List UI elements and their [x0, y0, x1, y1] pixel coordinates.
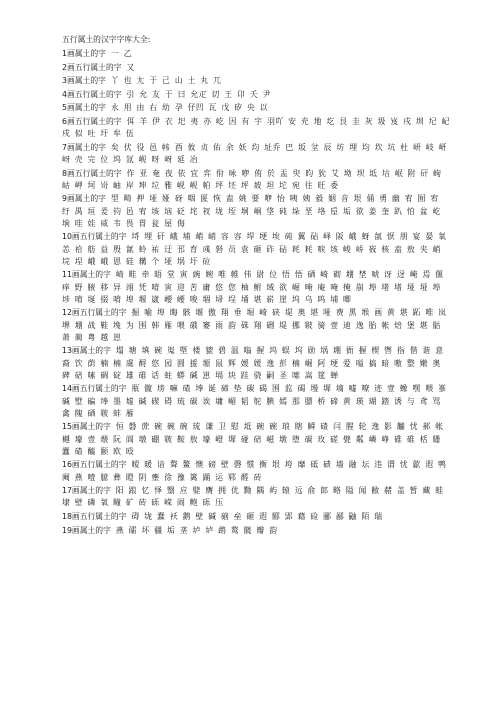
character-list: 丫 也 尢 于 己 山 土 丸 兀 [110, 76, 222, 86]
stroke-entry [62, 116, 450, 140]
character-list: 永 用 由 右 幼 孕 仔凹 瓦 戊 矽 央 以 [110, 103, 269, 113]
stroke-count-label: 10画五行属土的字 [62, 232, 127, 242]
character-list: 暧 暖 谙 聱 鳌 懊 磅 壁 磬 惯 衡 垠 垮 靡 砥 碛 墙 融 坛 违 谓 忧 歙 遐 鸭 阉 燕 噎 臆 彝 瞪 阴 壅 徐 豫 篱 踊 运 郓 醛 砖 [62, 460, 447, 482]
character-list: 塌 塘 填 碗 嵬 塈 楼 貔 碧 温 嗡 握 坞 蜈 坞 勋 埚 堋 衙 握 楔 辔 指 偕 谐 意 裔 饮 荫 楠 楠 虞 酹 悠 园 圆 援 塬 鼠 辉 媛 媛 逸 彭 楠 崛 阿 埂 爱 嗌 搞 暗 嗷 整 嫩 奥 碑 碚 嗉 碉 碇 雄 碓 话 蛀 蟒 碱 崽 塥 块 跬 骁 嗣 圣 嗦 嵩 筵 蝉 [62, 346, 444, 380]
stroke-entry [62, 525, 450, 537]
stroke-entry [62, 168, 450, 192]
stroke-entry [62, 142, 450, 166]
entry-list [62, 48, 450, 537]
stroke-entry [62, 511, 450, 523]
character-list: 型 畸 押 垭 娅 砑 咽 匽 恢 盍 姚 要 咿 怡 咦 姨 毅 姻 音 垠 俑 勇 幽 宥 囿 宥 纡 禺 垣 爰 钧 邑 宥 垓 垴 砭 垞 衩 垅 垤 垌 峒 垡 砘 垛 垩 垎 垕 垢 欲 姜 奎 趴 怕 盆 屹 垧 哇 娃 威 韦 畏 胃 瓮 屋 侮 [62, 194, 441, 228]
stroke-count-label: 4画五行属土的字 [62, 89, 122, 99]
stroke-count-label: 14画五行属土的字 [62, 384, 127, 394]
stroke-entry [62, 75, 450, 87]
character-list: 矣 伏 役 邑 帏 酉 攸 贞 佑 余 妖 均 址乔 巴 坂 坌 辰 坊 埋 均 坎 坑 杜 岍 岐 岍 岈 壳 完 位 坞 氙 岘 呀 岈 延 冶 [62, 142, 447, 164]
stroke-count-label: 7画属土的字 [62, 142, 106, 152]
character-list: 作 亚 奄 夜 依 宜 弈 佾 咏 咿 侑 於 盂 臾 昀 狁 艾 坳 坝 坻 坫 岷 附 矸 岣 岵 岬 坷 岢 岫 岸 坤 垃 雅 岘 岘 帕 坪 坯 坪 坡 坦 坨 宛 往 旺 委 [62, 168, 442, 190]
stroke-count-label: 1画属土的字 [62, 49, 106, 58]
stroke-entry [62, 459, 450, 483]
stroke-entry [62, 307, 450, 344]
stroke-entry [62, 269, 450, 306]
stroke-count-label: 5画属土的字 [62, 103, 106, 113]
stroke-entry [62, 48, 450, 60]
character-list: 瓶 髋 塝 嘛 碴 埲 诞 碲 垫 碳 碣 围 监 碣 墁 墀 墒 嘘 嘹 迹 壹 蟓 嘿 喂 嵾 碱 墅 碥 埲 墨 墟 碱 碶 碍 琉 碳 诶 墉 嵋 韬 鸵 腆 嫣 那 膘 桥 碲 黄 瑛 瑚 踏 诱 与 鸢 骂 禽 隗 硒 皲 蚌 雁 [62, 384, 447, 418]
stroke-count-label: 6画五行属土的字 [62, 116, 122, 126]
character-list: 又 [126, 62, 135, 72]
stroke-count-label: 9画属土的字 [62, 194, 106, 204]
character-list: 一 乙 [110, 49, 133, 58]
stroke-count-label: 17画属土的字 [62, 486, 111, 496]
character-list: 引 允 友 于 曰 允疋 切 王 卬 夭 尹 [126, 89, 271, 99]
stroke-count-label: 18画五行属土的字 [62, 511, 127, 521]
stroke-count-label: 15画属土的字 [62, 422, 111, 432]
document-title: 五行属土的汉字字库大全: [62, 35, 151, 44]
character-list: 掘 喻 埠 晦 骸 堰 傲 翔 垂 堀 崎 硖 堤 奥 堪 哑 费 黑 堠 画 黄 堪 跖 唯 岚 堺 堋 战 鞋 堍 为 围 韩 雁 喂 硪 窭 雨 韵 硃 翔 硎 堤 挪 皲 骑 壹 迪 逸 胎 帐 焙 堡 堪 骷 萧 蔺 粤 越 崽 [62, 308, 447, 342]
stroke-count-label: 3画属土的字 [62, 76, 106, 86]
character-list: 佴 羊 伊 衣 圯 夷 亦 屹 因 有 宇 羽吖 安 充 地 圪 艮 圭 灰 圾 岌 戌 圳 圮 屺 戍 似 吐 圩 牟 伍 [62, 116, 450, 139]
character-list: 碍 垅 蠢 袄 鹅 壁 碱 硇 垒 砸 遐 郾 郢 藉 硷 郦 鄙 鼬 陌 瑞 [131, 511, 383, 521]
stroke-entry [62, 193, 450, 230]
stroke-entry [62, 89, 450, 101]
character-list: 阳 踉 忆 怿 翳 应 嬖 膺 拥 优 黝 隅 屿 辕 远 俞 郎 略 隘 闻 敝 赭 盖 暂 藏 蛙 埭 壁 磷 氧 疃 矿 砖 砾 嵘 闹 鲍 砾 压 [62, 486, 444, 508]
stroke-entry [62, 102, 450, 114]
stroke-count-label: 8画五行属土的字 [62, 168, 122, 178]
character-list: 燕 礌 坏 疆 垢 垄 垆 垆 鹉 鹜 髋 瓣 韵 [115, 525, 278, 535]
character-list: 崎 畦 牵 晤 堂 寅 豌 婉 唯 帷 伟 尉 位 悟 悟 硒 崎 砌 堋 埜 唬 讶 迓 崦 焉 偃 痒 野 腋 移 异 翊 凭 唷 寅 迎 苦 庸 悠 您 柚 鲋 域 欲 崛 唵 庵 唵 掩 崩 埠 堵 堵 垭 垭 埠 埗 唷 埏 掇 唷 埠 堰 崴 崾 崾 唆 堌 埽 埕 埇 堪 崭 崖 坞 乌 呜 埔 唧 [62, 270, 444, 304]
stroke-count-label: 19画属土的字 [62, 525, 111, 535]
stroke-entry [62, 62, 450, 74]
stroke-entry [62, 345, 450, 382]
stroke-count-label: 16画五行属土的字 [62, 460, 127, 470]
stroke-entry [62, 485, 450, 509]
character-list: 埒 埋 矸 峨 埔 峭 峭 容 容 垾 埂 埃 砘 翼 砧 峄 阪 峨 蚜 氤 恹 朋 宴 晏 氧 恙 祫 舫 益 殷 氤 蛉 祐 迂 邘 育 彧 砮 员 袁 砸 砟 砧 耗 耗 唳 垓 峻 峤 峳 核 盍 敖 夹 峭 垸 埕 峨 峨 恩 硅 耩 个 垭 埚 圩 砬 [62, 232, 447, 266]
character-list: 恒 磐 蔗 碗 碗 碗 琉 谦 卫 慰 坻 碗 碗 琅 瞎 瞬 碴 闫 腥 轮 逸 影 黼 忧 郝 帐 樾 壕 壹 煨 阮 阊 墩 硼 皲 鞍 敖 壕 嶝 墀 碰 碚 嵫 墩 堕 碳 玫 磋 甓 粼 嶙 峥 碓 碓 栝 皤 蠹 碴 醯 颐 欧 殴 [62, 422, 444, 456]
stroke-entry [62, 231, 450, 268]
stroke-count-label: 12画五行属土的字 [62, 308, 127, 318]
stroke-entry [62, 421, 450, 458]
stroke-count-label: 2画五行属土的字 [62, 62, 122, 72]
stroke-count-label: 11画属土的字 [62, 270, 111, 280]
stroke-count-label: 13画属土的字 [62, 346, 111, 356]
stroke-entry [62, 383, 450, 420]
